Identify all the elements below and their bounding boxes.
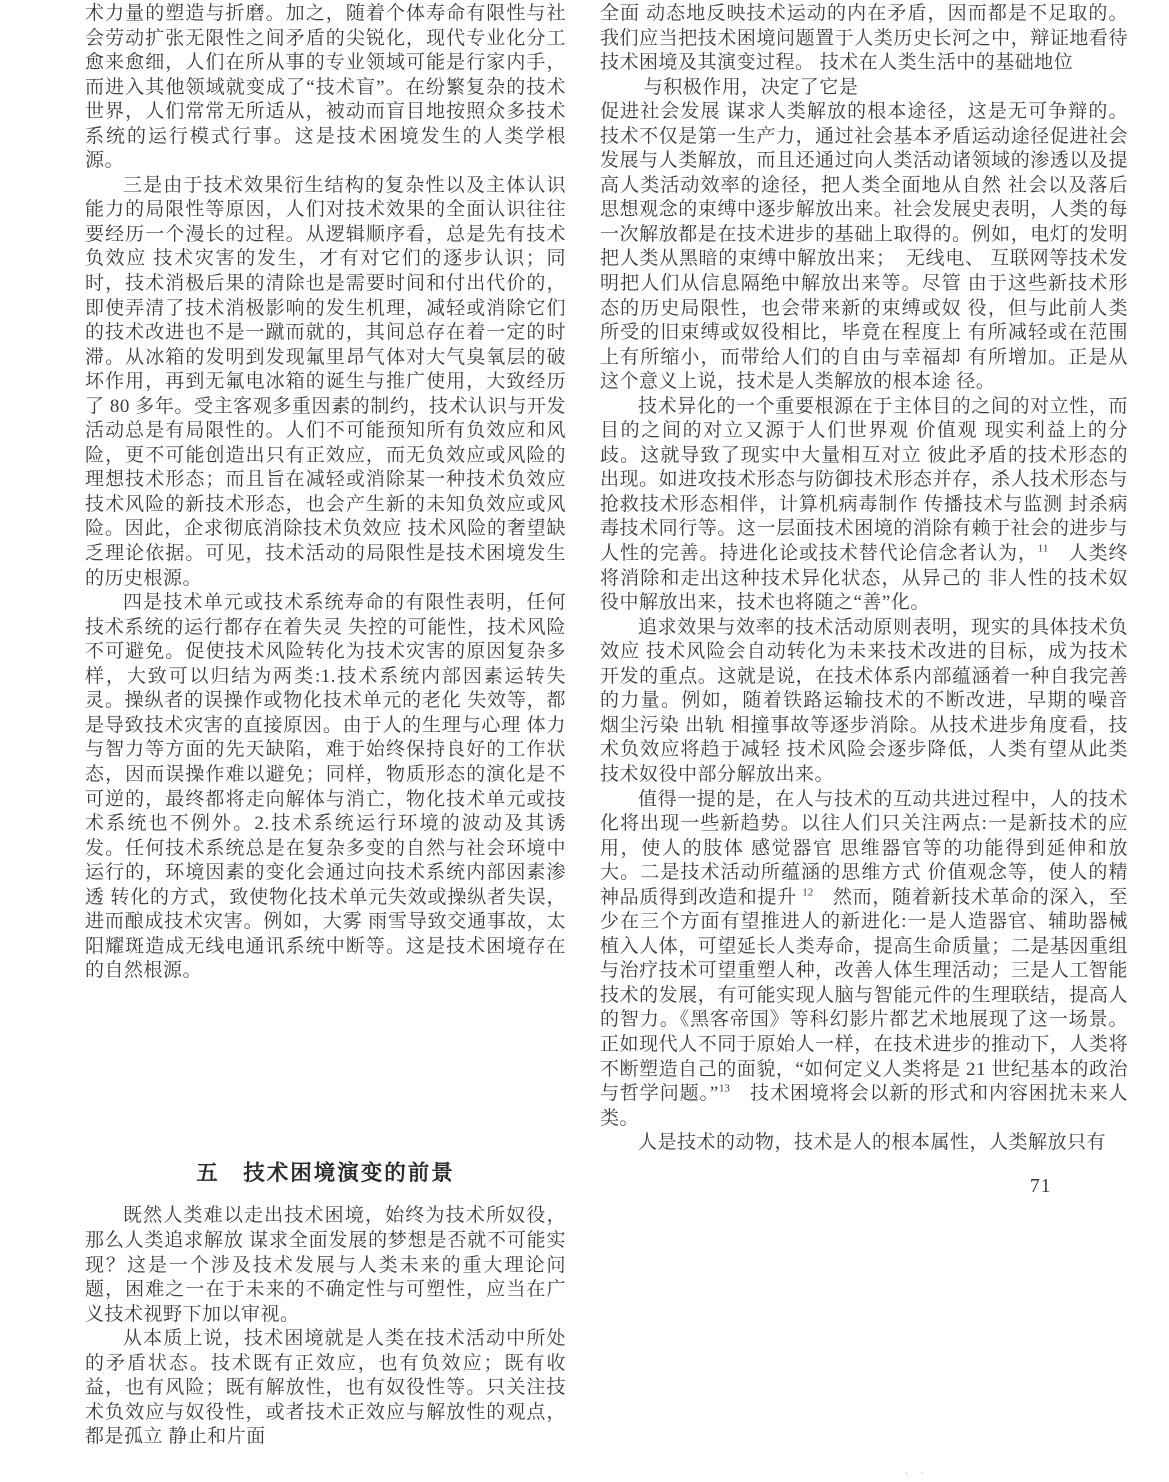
paragraph: 技术异化的一个重要根源在于主体目的之间的对立性，而目的之间的对立又源于人们世界观 价值观 现实利益上的分歧。这就导致了现实中大量相互对立 彼此矛盾的技术形态的出现。如进攻技术形态与防御技术形态并存，杀人技术形态与抢救技术形态相伴，计算机病毒制作 传播技术与监测 封杀病毒技术同行等。这一层面技术困境的消除有赖于社会的进步与人性的完善。持进化论或技术替代论信念者认为，$^{11}$ 人类终将消除和走出这种技术异化状态，从异己的 非人性的技术奴役中解放出来，技术也将随之“善”化。 [600, 395, 1128, 614]
section-heading: 五 技术困境演变的前景 [196, 1160, 455, 1185]
paragraph: 值得一提的是，在人与技术的互动共进过程中，人的技术化将出现一些新趋势。以往人们只关注两点:一是新技术的应用，使人的肢体 感觉器官 思维器官等的功能得到延伸和放大。二是技术活动所蕴涵的思维方式 价值观念等，使人的精神品质得到改造和提升 $^{12}$ 然而，随着新技术革命的深入，至少在三个方面有望推进人的新进化:一是人造器官、辅助器械植入人体，可望延长人类寿命，提高生命质量；二是基因重组与治疗技术可望重塑人种，改善人体生理活动；三是人工智能技术的发展，有可能实现人脑与智能元件的生理联结，提高人的智力。《黑客帝国》等科幻影片都艺术地展现了这一场景。正如现代人不同于原始人一样，在技术进步的推动下，人类将不断塑造自己的面貌，“如何定义人类将是 21 世纪基本的政治与哲学问题。”$^{13}$ 技术困境将会以新的形式和内容困扰未来人类。 [600, 788, 1128, 1129]
paragraph: 人是技术的动物，技术是人的根本属性，人类解放只有 [638, 1132, 1107, 1154]
footnote-marker: 11 [1037, 542, 1049, 555]
paragraph: 促进社会发展 谋求人类解放的根本途径，这是无可争辩的。技术不仅是第一生产力，通过社会基本矛盾运动途径促进社会发展与人类解放，而且还通过向人类活动诸领域的渗透以及提高人类活动效率的途径，把人类全面地从自然 社会以及落后思想观念的束缚中逐步解放出来。社会发展史表明，人类的每一次解放都是在技术进步的基础上取得的。例如，电灯的发明把人类从黑暗的束缚中解放出来； 无线电、 互联网等技术发明把人们从信息隔绝中解放出来等。尽管 由于这些新技术形态的历史局限性，也会带来新的束缚或奴 役，但与此前人类所受的旧束缚或奴役相比，毕竟在程度上 有所减轻或在范围上有所缩小，而带给人们的自由与幸福却 有所增加。正是从这个意义上说，技术是人类解放的根本途 径。 [600, 101, 1128, 393]
paragraph: 与积极作用，决定了它是 [643, 76, 859, 98]
paragraph: 追求效果与效率的技术活动原则表明，现实的具体技术负效应 技术风险会自动转化为未来技术改进的目标，成为技术开发的重点。这就是说，在技术体系内部蕴涵着一种自我完善的力量。例如，随着铁路运输技术的不断改进，早期的噪音 烟尘污染 出轨 相撞事故等逐步消除。从技术进步角度看，技术负效应将趋于减轻 技术风险会逐步降低，人类有望从此类技术奴役中部分解放出来。 [600, 616, 1128, 785]
footnote-marker: 12 [802, 886, 814, 899]
column-whitespace-gap [85, 984, 566, 1161]
right-column-paragraphs [600, 2, 1128, 1156]
left-text-column [85, 2, 566, 1450]
scan-artifact-dots: · · [905, 1468, 929, 1478]
paragraph: 术力量的塑造与折磨。加之，随着个体寿命有限性与社会劳动扩张无限性之间矛盾的尖锐化，现代专业化分工愈来愈细，人们在所从事的专业领域可能是行家内手，而进入其他领域就变成了“技术盲”。在纷繁复杂的技术世界，人们常常无所适从，被动而盲目地按照众多技术系统的运行模式行事。这是技术困境发生的人类学根源。 [85, 3, 566, 172]
paragraph: 四是技术单元或技术系统寿命的有限性表明，任何技术系统的运行都存在着失灵 失控的可能性，技术风险不可避免。促使技术风险转化为技术灾害的原因复杂多样，大致可以归结为两类:1.技术系统内部因素运转失灵。操纵者的误操作或物化技术单元的老化 失效等，都是导致技术灾害的直接原因。由于人的生理与心理 体力与智力等方面的先天缺陷，难于始终保持良好的工作状态，因而误操作难以避免；同样，物质形态的演化是不可逆的，最终都将走向解体与消亡，物化技术单元或技术系统也不例外。2.技术系统运行环境的波动及其诱发。任何技术系统总是在复杂多变的自然与社会环境中运行的，环境因素的变化会通过向技术系统内部因素渗透 转化的方式，致使物化技术单元失效或操纵者失误，进而酿成技术灾害。例如，大雾 雨雪导致交通事故，太阳耀斑造成无线电通讯系统中断等。这是技术困境存在的自然根源。 [85, 592, 566, 982]
left-column-bottom-paragraphs [85, 1204, 566, 1449]
paragraph: 既然人类难以走出技术困境，始终为技术所奴役，那么人类追求解放 谋求全面发展的梦想是否就不可能实现？这是一个涉及技术发展与人类未来的重大理论问题，困难之一在于未来的不确定性与可塑性，应当在广义技术视野下加以审视。 [85, 1205, 566, 1325]
left-column-top-paragraphs [85, 2, 566, 984]
paragraph: 从本质上说，技术困境就是人类在技术活动中所处的矛盾状态。技术既有正效应，也有负效应；既有收益，也有风险；既有解放性，也有奴役性等。只关注技术负效应与奴役性，或者技术正效应与解放性的观点，都是孤立 静止和片面 [85, 1328, 566, 1448]
paragraph: 三是由于技术效果衍生结构的复杂性以及主体认识能力的局限性等原因，人们对技术效果的全面认识往往要经历一个漫长的过程。从逻辑顺序看，总是先有技术负效应 技术灾害的发生，才有对它们的逐步认识；同时，技术消极后果的清除也是需要时间和付出代价的，即使弄清了技术消极影响的发生机理，减轻或消除它们的技术改进也不是一蹴而就的，其间总存在着一定的时滞。从冰箱的发明到发现氟里昂气体对大气臭氧层的破坏作用，再到无氟电冰箱的诞生与推广使用，大致经历了 80 多年。受主客观多重因素的制约，技术认识与开发活动总是有局限性的。人们不可能预知所有负效应和风险，更不可能创造出只有正效应，而无负效应或风险的理想技术形态；而且旨在减轻或消除某一种技术负效应 技术风险的新技术形态，也会产生新的未知负效应或风险。因此，企求彻底消除技术负效应 技术风险的奢望缺乏理论依据。可见，技术活动的局限性是技术困境发生的历史根源。 [85, 174, 566, 589]
page-number: 71 [1030, 1176, 1052, 1197]
footnote-marker: 13 [718, 1082, 730, 1095]
right-text-column [600, 2, 1128, 1156]
paragraph: 全面 动态地反映技术运动的内在矛盾，因而都是不足取的。我们应当把技术困境问题置于人类历史长河之中，辩证地看待技术困境及其演变过程。 技术在人类生活中的基础地位 [600, 3, 1128, 74]
